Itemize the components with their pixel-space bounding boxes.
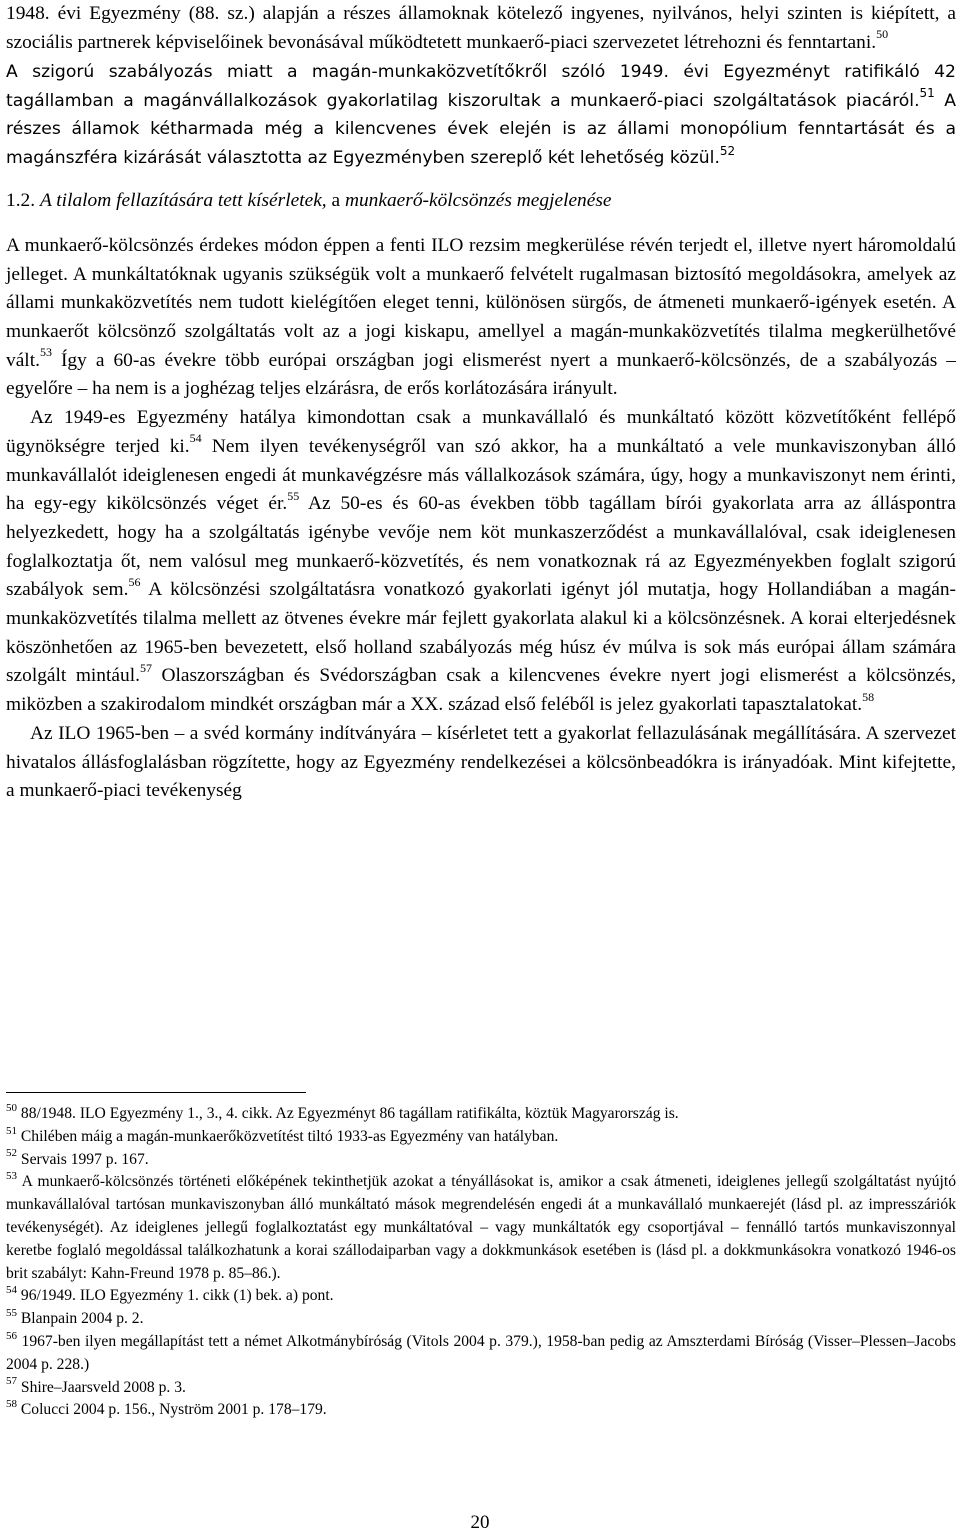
footnotes <box>6 1103 956 1422</box>
footnote-text: Shire–Jaarsveld 2008 p. 3. <box>20 1378 186 1396</box>
section-title-conj: a <box>331 190 341 212</box>
footnote-number: 50 <box>6 1101 17 1114</box>
footnote-text: Blanpain 2004 p. 2. <box>20 1310 144 1328</box>
paragraph-text: 1948. évi Egyezmény (88. sz.) alapján a részes államoknak kötelező ingyenes, nyilvános, helyi szinten is kiépített, a szociális partnerek képviselőinek bevonásával működtetett munkaerő-piaci szervezetet létrehozni és fenntartani. <box>6 3 956 53</box>
footnote-number: 52 <box>6 1147 17 1160</box>
paragraph-text: A munkaerő-kölcsönzés érdekes módon éppen a fenti ILO rezsim megkerülése révén terjedt el, illetve nyert háromoldalú jelleget. A munkáltatóknak ugyanis szükségük volt a munkaerő felvételt rugalmasan biztosító megoldásokra, amelyek az állami munkaközvetítés nem tudott kielégítően eleget tenni, különösen sürgős, de átmeneti munkaerő-igények esetén. A munkaerőt kölcsönző szolgáltatás volt az a jogi kiskapu, amellyel a magán-munkaközvetítés tilalma megkerülhetővé vált. <box>6 234 956 371</box>
section-title-part2: munkaerő-kölcsönzés megjelenése <box>344 190 612 212</box>
footnote-56 <box>6 1331 956 1377</box>
footnote-number: 54 <box>6 1284 17 1297</box>
footnote-text: Colucci 2004 p. 156., Nyström 2001 p. 178–179. <box>20 1401 327 1419</box>
footnote-number: 51 <box>6 1124 17 1137</box>
paragraph-text: Az 50-es és 60-as években több tagállam bírói gyakorlata arra az álláspontra helyezkedett, hogy ha a szolgáltatás igénybe vevője nem köt munkaszerződést a munkavállalóval, csak ideiglenesen foglalkoztatja őt, nem valósul meg munkaerő-közvetítés, és nem vonatkoznak rá az Egyezményekben foglalt szigorú szabályok sem. <box>6 493 956 601</box>
footnote-54 <box>6 1285 956 1308</box>
main-text <box>6 0 956 806</box>
paragraph-text: Így a 60-as évekre több európai országban jogi elismerést nyert a munkaerő-kölcsönzés, de a szabályozás – egyelőre – ha nem is a joghézag teljes elzárásra, de erős korlátozására irányult. <box>6 349 956 400</box>
paragraph-text: A részes államok kétharmada még a kilencvenes évek elején is az állami monopólium fenntartását és a magánszféra kizárását választotta az Egyezményben szereplő két lehetőség közül. <box>6 90 956 169</box>
footnote-separator <box>6 1092 306 1093</box>
page-number: 20 <box>470 1512 490 1533</box>
footnote-text: 88/1948. ILO Egyezmény 1., 3., 4. cikk. Az Egyezményt 86 tagállam ratifikálta, köztük Magyarország is. <box>20 1105 679 1122</box>
footnote-text: Chilében máig a magán-munkaerőközvetítést tiltó 1933-as Egyezmény van hatályban. <box>20 1127 559 1145</box>
footnote-number: 57 <box>6 1375 17 1388</box>
footnote-ref-51[interactable]: 51 <box>919 85 935 100</box>
footnote-55 <box>6 1308 956 1331</box>
paragraph-temp-agency-emergence <box>6 232 956 404</box>
footnote-51 <box>6 1126 956 1149</box>
paragraph-text: Olaszországban és Svédországban csak a kilencvenes évekre nyert jogi elismerést a kölcsönzés, miközben a szakirodalom mindkét országban már a XX. század első feléből is jelez gyakorlati tapasztalatokat. <box>6 665 956 716</box>
paragraph-text: A szigorú szabályozás miatt a magán-munkaközvetítőkről szóló 1949. évi Egyezményt ratifikáló 42 tagállamban a magánvállalkozások gyakorlatilag kiszorultak a munkaerő-piaci szolgáltatások piacáról. <box>6 61 956 111</box>
section-number: 1.2. <box>6 190 36 212</box>
footnote-ref-58[interactable]: 58 <box>862 689 875 704</box>
footnote-ref-54[interactable]: 54 <box>189 431 202 446</box>
footnote-ref-55[interactable]: 55 <box>287 488 300 503</box>
paragraph-ilo-conventions <box>6 0 956 173</box>
footnote-ref-56[interactable]: 56 <box>128 574 141 589</box>
footnote-text: 96/1949. ILO Egyezmény 1. cikk (1) bek. a) pont. <box>20 1287 334 1305</box>
section-title-part1: A tilalom fellazítására tett kísérletek, <box>39 190 327 212</box>
footnote-52 <box>6 1149 956 1172</box>
section-heading <box>6 187 956 216</box>
footnote-57 <box>6 1377 956 1400</box>
footnote-number: 55 <box>6 1306 17 1319</box>
footnote-ref-53[interactable]: 53 <box>39 345 52 360</box>
paragraph-ilo-1965 <box>6 720 956 806</box>
footnote-50 <box>6 1103 956 1126</box>
footnote-53 <box>6 1171 956 1285</box>
footnote-58 <box>6 1399 956 1422</box>
footnote-ref-52[interactable]: 52 <box>719 143 736 158</box>
footnote-ref-50[interactable]: 50 <box>876 27 889 42</box>
footnote-text: 1967-ben ilyen megállapítást tett a német Alkotmánybíróság (Vitols 2004 p. 379.), 1958-ban pedig az Amszterdami Bíróság (Visser–Plessen–Jacobs 2004 p. 228.) <box>6 1332 956 1373</box>
paragraph-text: Az 1949-es Egyezmény hatálya kimondottan csak a munkavállaló és munkáltató között közvetítőként fellépő ügynökségre terjed ki. <box>6 407 956 457</box>
paragraph-text: Az ILO 1965-ben – a svéd kormány indítványára – kísérletet tett a gyakorlat fellazulásának megállítására. A szervezet hivatalos állásfoglalásban rögzítette, hogy az Egyezmény rendelkezései a kölcsönbeadókra is irányadóak. Mint kifejtette, a munkaerő-piaci tevékenység <box>6 722 956 802</box>
footnote-number: 58 <box>6 1398 17 1411</box>
footnote-ref-57[interactable]: 57 <box>139 661 152 676</box>
paragraph-text: A kölcsönzési szolgáltatásra vonatkozó gyakorlati igényt jól mutatja, hogy Hollandiában a magán-munkaközvetítés tilalma mellett az ötvenes évekre már fejlett gyakorlata alakul ki a kölcsönzésnek. A korai elterjedésnek köszönhetően az 1965-ben bevezetett, első holland szabályozás még húsz év múlva is sok más európai állam számára szolgált mintául. <box>6 579 957 687</box>
paragraph-text: Nem ilyen tevékenységről van szó akkor, ha a munkáltató a vele munkaviszonyban álló munkavállalót ideiglenesen engedi át munkavégzésre más vállalkozások számára, úgy, hogy a munkaviszonyt nem érinti, ha egy-egy kikölcsönzés véget ér. <box>6 435 956 515</box>
footnote-text: A munkaerő-kölcsönzés történeti előképének tekinthetjük azokat a tényállásokat is, amikor a csak átmeneti, ideiglenes jellegű szolgáltatást nyújtó munkavállalóval tartósan munkaviszonyban álló munkáltató mások megrendelésén engedi át a munkavállaló munkaerejét (lásd pl. az impresszáriók tevékenységét). Az ideiglenes jellegű foglalkoztatást egy munkáltatóval – vagy munkáltatók egy csoportjával – fennálló tartós munkaviszonnyal keretbe foglaló megoldással találkozhatunk a korai szállodaiparban vagy a dokkmunkások esetében is (lásd pl. a dokkmunkásokra vonatkozó 1946-os brit szabályt: Kahn-Freund 1978 p. 85–86.). <box>6 1173 956 1282</box>
footnote-number: 56 <box>6 1329 17 1342</box>
paragraph-1949-convention-scope <box>6 404 956 720</box>
footnote-text: Servais 1997 p. 167. <box>20 1150 149 1168</box>
footnote-number: 53 <box>6 1170 17 1183</box>
